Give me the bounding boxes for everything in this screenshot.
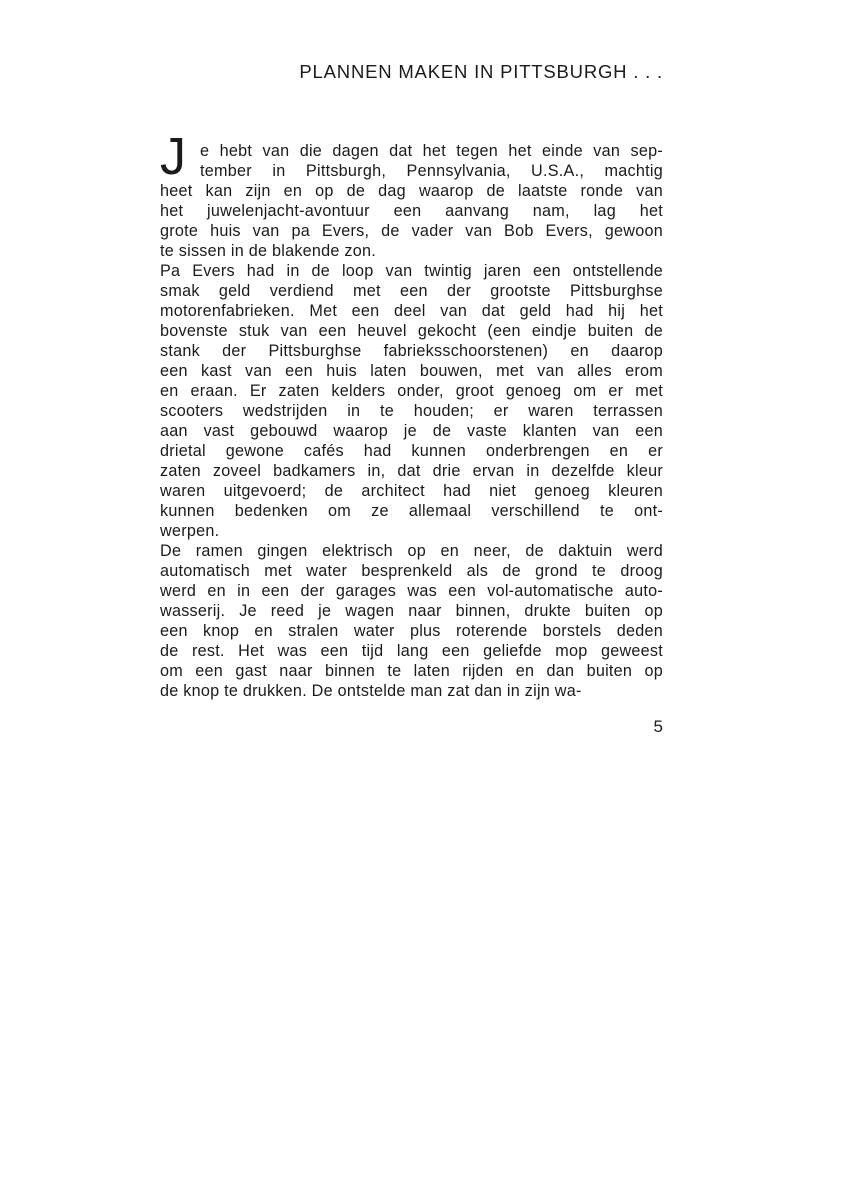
text-line: smak geld verdiend met een der grootste Pittsburghse [160,282,663,300]
text-line: tember in Pittsburgh, Pennsylvania, U.S.A., machtig [200,162,663,180]
text-line: motorenfabrieken. Met een deel van dat geld had hij het [160,302,663,320]
text-line: en eraan. Er zaten kelders onder, groot genoeg om er met [160,382,663,400]
drop-cap: J [160,128,186,186]
body-text [160,128,663,701]
text-line: drietal gewone cafés had kunnen onderbrengen en er [160,442,663,460]
text-line: heet kan zijn en op de dag waarop de laatste ronde van [160,182,663,200]
text-line: waren uitgevoerd; de architect had niet genoeg kleuren [160,482,663,500]
text-line: werpen. [160,522,220,540]
text-line: scooters wedstrijden in te houden; er waren terrassen [160,402,663,420]
text-line: kunnen bedenken om ze allemaal verschillend te ont- [160,502,663,520]
text-line: stank der Pittsburghse fabrieksschoorstenen) en daarop [160,342,663,360]
text-line: Pa Evers had in de loop van twintig jaren een ontstellende [160,262,663,280]
paragraph-2 [160,261,663,541]
text-line: De ramen gingen elektrisch op en neer, de daktuin werd [160,542,663,560]
running-head: PLANNEN MAKEN IN PITTSBURGH . . . [299,61,663,82]
text-line: grote huis van pa Evers, de vader van Bob Evers, gewoon [160,222,663,240]
page-number: 5 [653,717,663,736]
text-line: automatisch met water besprenkeld als de grond te droog [160,562,663,580]
paragraph-3 [160,541,663,701]
text-line: bovenste stuk van een heuvel gekocht (een eindje buiten de [160,322,663,340]
text-line: de knop te drukken. De ontstelde man zat dan in zijn wa- [160,682,582,700]
paragraph-1 [160,128,663,261]
text-line: zaten zoveel badkamers in, dat drie ervan in dezelfde kleur [160,462,663,480]
text-line: de rest. Het was een tijd lang een geliefde mop geweest [160,642,663,660]
text-line: e hebt van die dagen dat het tegen het einde van sep- [200,142,663,160]
text-line: werd en in een der garages was een vol-automatische auto- [160,582,663,600]
text-line: aan vast gebouwd waarop je de vaste klanten van een [160,422,663,440]
text-line: een kast van een huis laten bouwen, met van alles erom [160,362,663,380]
text-line: wasserij. Je reed je wagen naar binnen, drukte buiten op [160,602,663,620]
text-line: te sissen in de blakende zon. [160,242,377,260]
text-line: een knop en stralen water plus roterende borstels deden [160,622,663,640]
text-line: om een gast naar binnen te laten rijden en dan buiten op [160,662,663,680]
text-line: het juwelenjacht-avontuur een aanvang nam, lag het [160,202,663,220]
